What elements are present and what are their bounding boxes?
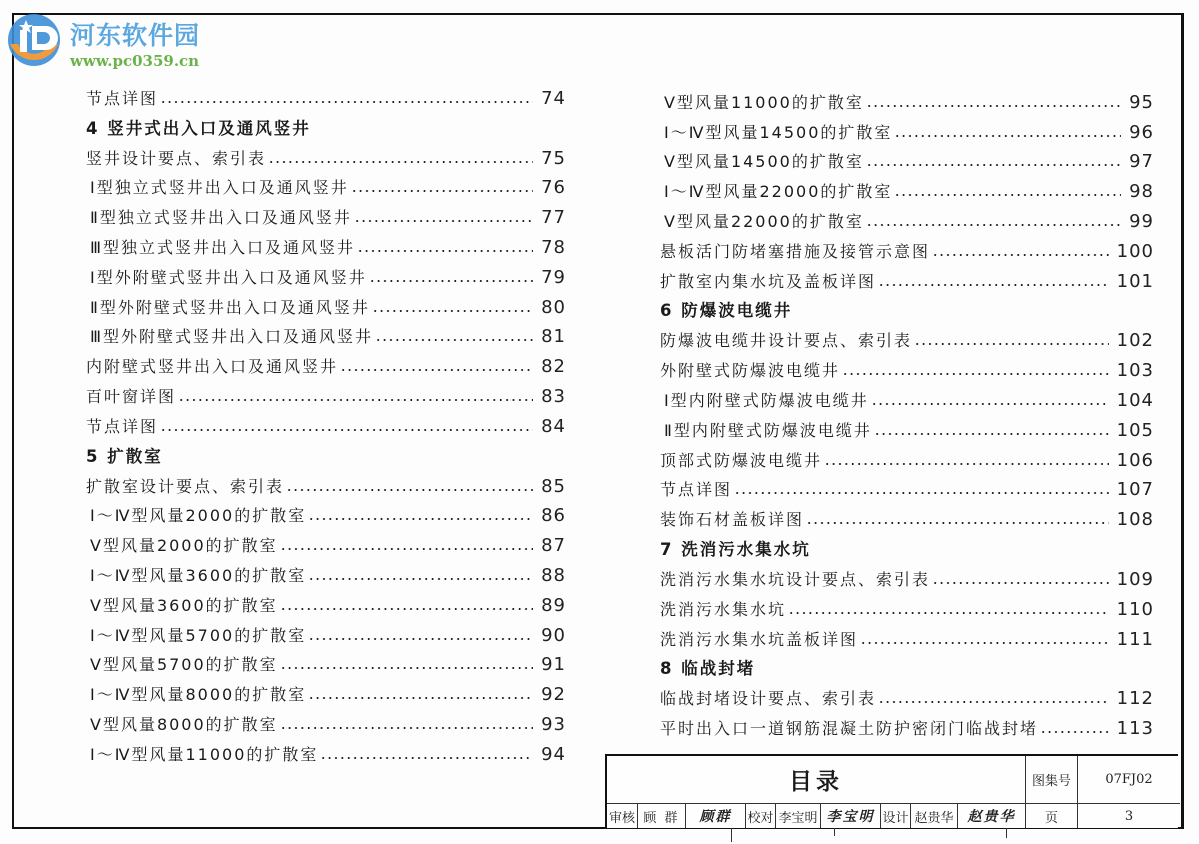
toc-entry-title: 洗消污水集水坑设计要点、索引表 xyxy=(660,570,931,590)
section-title: 8 临战封堵 xyxy=(660,659,756,679)
dot-leader xyxy=(866,224,1121,226)
toc-entry-title: Ⅱ型外附壁式竖井出入口及通风竖井 xyxy=(90,297,370,317)
toc-entry[interactable] xyxy=(86,203,566,233)
dot-leader xyxy=(866,164,1121,166)
toc-entry-title: Ⅴ型风量11000的扩散室 xyxy=(664,92,864,112)
toc-entry-title: Ⅰ型外附壁式竖井出入口及通风竖井 xyxy=(90,267,367,287)
dot-leader xyxy=(932,582,1109,584)
toc-entry-title: Ⅴ型风量22000的扩散室 xyxy=(664,212,864,232)
dot-leader xyxy=(268,161,533,163)
dot-leader xyxy=(369,280,533,282)
checker-signature: 李宝明 xyxy=(820,804,880,828)
drawing-title: 目录 xyxy=(607,756,1025,804)
toc-entry[interactable] xyxy=(86,323,566,353)
toc-entry[interactable] xyxy=(86,531,566,561)
toc-page-number: 104 xyxy=(1116,390,1154,412)
toc-page-number: 101 xyxy=(1116,270,1154,292)
toc-entry-title: 节点详图 xyxy=(660,480,733,500)
dot-leader xyxy=(280,608,533,610)
watermark-url[interactable]: www.pc0359.cn xyxy=(70,52,200,70)
toc-entry[interactable] xyxy=(660,416,1154,446)
toc-entry[interactable] xyxy=(86,621,566,651)
toc-entry-title: Ⅰ～Ⅳ型风量22000的扩散室 xyxy=(664,182,893,202)
dot-leader xyxy=(357,250,533,252)
toc-entry-title: Ⅰ型独立式竖井出入口及通风竖井 xyxy=(90,178,349,198)
toc-entry-title: Ⅰ～Ⅳ型风量14500的扩散室 xyxy=(664,122,893,142)
reviewer-name: 顾 群 xyxy=(637,804,685,828)
dot-leader xyxy=(842,373,1109,375)
dot-leader xyxy=(178,399,533,401)
toc-entry[interactable] xyxy=(660,207,1154,237)
toc-entry-title: Ⅴ型风量5700的扩散室 xyxy=(90,655,278,675)
toc-entry[interactable] xyxy=(86,352,566,382)
toc-page-number: 97 xyxy=(1129,151,1154,173)
dot-leader xyxy=(874,433,1109,435)
toc-entry-title: 竖井设计要点、索引表 xyxy=(86,148,267,168)
section-title: 5 扩散室 xyxy=(86,446,163,466)
title-block xyxy=(605,754,1178,828)
dot-leader xyxy=(866,105,1121,107)
toc-entry-title: Ⅲ型独立式竖井出入口及通风竖井 xyxy=(90,238,356,258)
site-logo-icon xyxy=(6,12,62,68)
toc-entry-title: Ⅴ型风量3600的扩散室 xyxy=(90,595,278,615)
toc-entry-title: 扩散室设计要点、索引表 xyxy=(86,476,285,496)
toc-page-number: 102 xyxy=(1116,330,1154,352)
toc-section-heading xyxy=(660,655,1154,685)
toc-entry-title: Ⅱ型内附壁式防爆波电缆井 xyxy=(664,420,872,440)
toc-page-number: 96 xyxy=(1129,121,1154,143)
toc-page-number: 93 xyxy=(541,714,566,736)
section-title: 7 洗消污水集水坑 xyxy=(660,539,811,559)
dot-leader xyxy=(824,463,1109,465)
toc-page-number: 100 xyxy=(1116,240,1154,262)
toc-page-number: 79 xyxy=(541,266,566,288)
dot-leader xyxy=(806,522,1109,524)
toc-entry-title: 装饰石材盖板详图 xyxy=(660,510,805,530)
toc-entry[interactable] xyxy=(86,680,566,710)
dot-leader xyxy=(1040,731,1109,733)
atlas-number: 07FJ02 xyxy=(1077,756,1180,804)
toc-entry[interactable] xyxy=(660,625,1154,655)
dot-leader xyxy=(286,489,533,491)
toc-entry[interactable] xyxy=(86,740,566,770)
dot-leader xyxy=(860,642,1109,644)
toc-entry-title: 内附壁式竖井出入口及通风竖井 xyxy=(86,357,339,377)
toc-entry[interactable] xyxy=(660,356,1154,386)
toc-entry-title: 洗消污水集水坑 xyxy=(660,599,787,619)
toc-page-number: 84 xyxy=(541,415,566,437)
toc-page-number: 88 xyxy=(541,565,566,587)
toc-entry-title: 节点详图 xyxy=(86,88,159,108)
toc-entry[interactable] xyxy=(86,651,566,681)
designer-name: 赵贵华 xyxy=(910,804,957,828)
toc-entry[interactable] xyxy=(86,710,566,740)
toc-entry-title: Ⅰ～Ⅳ型风量2000的扩散室 xyxy=(90,506,307,526)
toc-entry-title: Ⅲ型外附壁式竖井出入口及通风竖井 xyxy=(90,327,374,347)
toc-entry[interactable] xyxy=(660,118,1154,148)
toc-entry-title: 百叶窗详图 xyxy=(86,387,177,407)
toc-page-number: 78 xyxy=(541,237,566,259)
toc-entry-title: 临战封堵设计要点、索引表 xyxy=(660,689,877,709)
toc-entry-title: Ⅰ～Ⅳ型风量11000的扩散室 xyxy=(90,744,319,764)
toc-entry-title: 洗消污水集水坑盖板详图 xyxy=(660,629,859,649)
toc-section-heading xyxy=(86,114,566,144)
toc-entry-title: Ⅰ～Ⅳ型风量8000的扩散室 xyxy=(90,685,307,705)
toc-page-number: 105 xyxy=(1116,419,1154,441)
toc-page-number: 77 xyxy=(541,207,566,229)
toc-page-number: 110 xyxy=(1116,598,1154,620)
dot-leader xyxy=(280,548,533,550)
toc-page-number: 81 xyxy=(541,326,566,348)
toc-entry-title: Ⅴ型风量14500的扩散室 xyxy=(664,152,864,172)
toc-entry[interactable] xyxy=(660,386,1154,416)
toc-page-number: 87 xyxy=(541,535,566,557)
toc-entry[interactable] xyxy=(86,174,566,204)
dot-leader xyxy=(878,284,1109,286)
toc-page-number: 111 xyxy=(1116,628,1154,650)
dot-leader xyxy=(160,429,533,431)
designer-signature: 赵贵华 xyxy=(957,804,1025,828)
toc-right-column xyxy=(660,88,1154,744)
toc-entry[interactable] xyxy=(86,561,566,591)
toc-entry-title: Ⅴ型风量2000的扩散室 xyxy=(90,536,278,556)
toc-page-number: 86 xyxy=(541,505,566,527)
signature-tick xyxy=(834,828,835,836)
toc-entry[interactable] xyxy=(86,293,566,323)
toc-entry-title: Ⅱ型独立式竖井出入口及通风竖井 xyxy=(90,208,352,228)
toc-entry-title: 悬板活门防堵塞措施及接管示意图 xyxy=(660,241,931,261)
toc-left-column xyxy=(86,84,566,770)
toc-entry[interactable] xyxy=(86,263,566,293)
toc-entry-title: 顶部式防爆波电缆井 xyxy=(660,450,823,470)
dot-leader xyxy=(280,667,533,669)
toc-entry[interactable] xyxy=(86,144,566,174)
signature-tick xyxy=(731,828,732,842)
toc-entry[interactable] xyxy=(660,148,1154,178)
toc-page-number: 92 xyxy=(541,684,566,706)
dot-leader xyxy=(734,492,1109,494)
dot-leader xyxy=(894,135,1121,137)
toc-page-number: 107 xyxy=(1116,479,1154,501)
toc-entry[interactable] xyxy=(86,502,566,532)
dot-leader xyxy=(894,194,1121,196)
toc-page-number: 98 xyxy=(1129,181,1154,203)
toc-page-number: 89 xyxy=(541,594,566,616)
toc-page-number: 112 xyxy=(1116,688,1154,710)
dot-leader xyxy=(372,310,533,312)
check-label: 校对 xyxy=(745,804,775,828)
toc-entry-title: 平时出入口一道钢筋混凝土防护密闭门临战封堵 xyxy=(660,719,1039,739)
toc-page-number: 85 xyxy=(541,475,566,497)
dot-leader xyxy=(351,190,533,192)
toc-page-number: 94 xyxy=(541,743,566,765)
dot-leader xyxy=(280,727,533,729)
toc-page-number: 82 xyxy=(541,356,566,378)
dot-leader xyxy=(160,101,533,103)
toc-page-number: 109 xyxy=(1116,569,1154,591)
review-label: 审核 xyxy=(608,810,635,826)
dot-leader xyxy=(788,612,1109,614)
toc-page-number: 95 xyxy=(1129,91,1154,113)
dot-leader xyxy=(308,518,533,520)
toc-entry[interactable] xyxy=(660,714,1154,744)
atlas-number-label: 图集号 xyxy=(1025,756,1077,804)
toc-entry[interactable] xyxy=(660,267,1154,297)
toc-page-number: 90 xyxy=(541,624,566,646)
toc-page-number: 103 xyxy=(1116,360,1154,382)
toc-entry[interactable] xyxy=(660,476,1154,506)
watermark xyxy=(4,8,214,70)
toc-page-number: 83 xyxy=(541,386,566,408)
toc-page-number: 80 xyxy=(541,296,566,318)
dot-leader xyxy=(308,697,533,699)
toc-page-number: 106 xyxy=(1116,449,1154,471)
toc-entry[interactable] xyxy=(660,505,1154,535)
toc-entry[interactable] xyxy=(660,237,1154,267)
toc-entry[interactable] xyxy=(86,591,566,621)
toc-section-heading xyxy=(660,535,1154,565)
toc-entry-title: 外附壁式防爆波电缆井 xyxy=(660,361,841,381)
toc-entry-title: Ⅰ～Ⅳ型风量5700的扩散室 xyxy=(90,625,307,645)
toc-page-number: 108 xyxy=(1116,509,1154,531)
toc-entry[interactable] xyxy=(660,685,1154,715)
dot-leader xyxy=(308,638,533,640)
toc-entry-title: 扩散室内集水坑及盖板详图 xyxy=(660,271,877,291)
toc-entry-title: 防爆波电缆井设计要点、索引表 xyxy=(660,331,913,351)
toc-section-heading xyxy=(86,442,566,472)
dot-leader xyxy=(340,369,533,371)
signature-tick xyxy=(1006,828,1007,838)
toc-entry[interactable] xyxy=(86,472,566,502)
toc-entry[interactable] xyxy=(86,382,566,412)
toc-entry[interactable] xyxy=(660,327,1154,357)
toc-entry[interactable] xyxy=(660,88,1154,118)
toc-entry[interactable] xyxy=(660,595,1154,625)
dot-leader xyxy=(320,757,533,759)
page-label: 页 xyxy=(1025,804,1077,828)
section-title: 4 竖井式出入口及通风竖井 xyxy=(86,118,311,138)
dot-leader xyxy=(878,701,1109,703)
watermark-title: 河东软件园 xyxy=(70,21,201,50)
dot-leader xyxy=(914,343,1109,345)
toc-entry-title: Ⅰ型内附壁式防爆波电缆井 xyxy=(664,391,869,411)
dot-leader xyxy=(354,220,533,222)
toc-page-number: 99 xyxy=(1129,211,1154,233)
toc-entry[interactable] xyxy=(86,84,566,114)
reviewer-signature: 顾群 xyxy=(685,804,745,828)
design-label: 设计 xyxy=(880,804,910,828)
checker-name: 李宝明 xyxy=(775,804,820,828)
toc-page-number: 76 xyxy=(541,177,566,199)
dot-leader xyxy=(932,254,1109,256)
toc-section-heading xyxy=(660,297,1154,327)
toc-entry[interactable] xyxy=(660,177,1154,207)
dot-leader xyxy=(375,339,533,341)
toc-entry[interactable] xyxy=(86,412,566,442)
toc-entry-title: 节点详图 xyxy=(86,416,159,436)
page-number: 3 xyxy=(1077,804,1180,828)
toc-entry[interactable] xyxy=(86,233,566,263)
toc-entry[interactable] xyxy=(660,446,1154,476)
dot-leader xyxy=(871,403,1109,405)
toc-page-number: 75 xyxy=(541,147,566,169)
section-title: 6 防爆波电缆井 xyxy=(660,301,793,321)
toc-page-number: 74 xyxy=(541,87,566,109)
toc-entry-title: Ⅴ型风量8000的扩散室 xyxy=(90,715,278,735)
toc-entry[interactable] xyxy=(660,565,1154,595)
dot-leader xyxy=(308,578,533,580)
toc-entry-title: Ⅰ～Ⅳ型风量3600的扩散室 xyxy=(90,566,307,586)
toc-page-number: 91 xyxy=(541,654,566,676)
toc-page-number: 113 xyxy=(1116,718,1154,740)
